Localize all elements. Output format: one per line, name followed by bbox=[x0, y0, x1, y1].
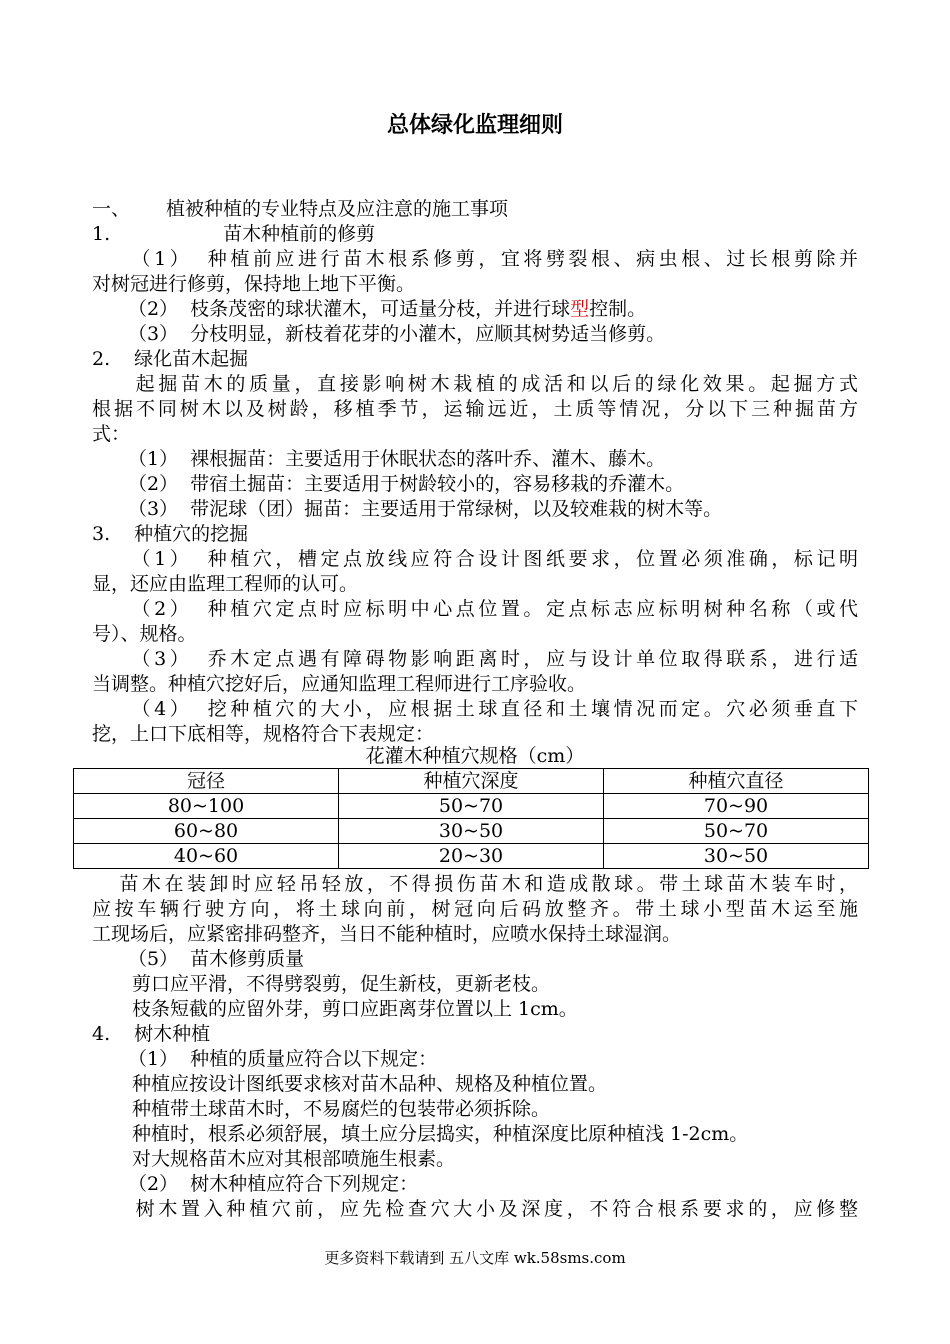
paragraph-text: 种植带土球苗木时，不易腐烂的包装带必须拆除。 bbox=[132, 1098, 551, 1120]
item-number: （1） bbox=[128, 448, 179, 470]
item-text: 挖种植穴的大小，应根据土球直径和土壤情况而定。穴必须垂直下 bbox=[204, 698, 858, 720]
paragraph-line bbox=[92, 697, 858, 722]
table-cell: 70~90 bbox=[604, 794, 869, 819]
item-text: 种植的质量应符合以下规定： bbox=[190, 1048, 438, 1070]
table-header-cell: 种植穴直径 bbox=[604, 769, 869, 794]
paragraph-line: 工现场后，应紧密排码整齐，当日不能种植时，应喷水保持土球湿润。 bbox=[92, 923, 682, 945]
subsection-heading bbox=[92, 1022, 858, 1047]
paragraph-text: 枝条短截的应留外芽，剪口应距离芽位置以上 1cm。 bbox=[132, 998, 578, 1020]
table-cell: 30~50 bbox=[339, 819, 604, 844]
paragraph-text: 树木置入种植穴前，应先检查穴大小及深度，不符合根系要求的，应修整 bbox=[132, 1198, 858, 1220]
paragraph-line: 根据不同树木以及树龄，移植季节，运输远近，土质等情况，分以下三种掘苗方 bbox=[92, 398, 858, 420]
item-number: （3） bbox=[128, 323, 179, 345]
subsection-title: 树木种植 bbox=[134, 1023, 211, 1045]
item-text: 控制。 bbox=[589, 298, 647, 320]
paragraph-text: 剪口应平滑，不得劈裂剪，促生新枝，更新老枝。 bbox=[132, 973, 551, 995]
table-header-row bbox=[74, 769, 869, 794]
item-number: （2） bbox=[128, 473, 179, 495]
table-row bbox=[74, 819, 869, 844]
paragraph-line bbox=[92, 872, 858, 897]
item-number: （1） bbox=[128, 248, 193, 270]
item-number: （2） bbox=[128, 598, 193, 620]
page-footer: 更多资料下载请到 五八文库 wk.58sms.com bbox=[324, 1249, 626, 1267]
item-number: （4） bbox=[128, 698, 193, 720]
table-cell: 20~30 bbox=[339, 844, 604, 869]
paragraph-line bbox=[92, 322, 858, 347]
subsection-heading bbox=[92, 222, 858, 247]
paragraph-line bbox=[92, 1047, 858, 1072]
item-number: （3） bbox=[128, 498, 179, 520]
paragraph-line bbox=[92, 647, 858, 672]
section-number: 一、 bbox=[92, 198, 131, 220]
subsection-heading bbox=[92, 522, 858, 547]
paragraph-line bbox=[92, 1097, 858, 1122]
item-text: 种植穴定点时应标明中心点位置。定点标志应标明树种名称（或代 bbox=[204, 598, 858, 620]
item-text: 带宿土掘苗：主要适用于树龄较小的，容易移栽的乔灌木。 bbox=[190, 473, 685, 495]
page-title: 总体绿化监理细则 bbox=[386, 113, 563, 138]
subsection-number: 3. bbox=[92, 523, 111, 545]
item-text: 种植前应进行苗木根系修剪，宜将劈裂根、病虫根、过长根剪除并 bbox=[204, 248, 858, 270]
table-cell: 60~80 bbox=[74, 819, 339, 844]
highlighted-char: 型 bbox=[570, 298, 590, 320]
paragraph-line: 号）、规格。 bbox=[92, 623, 197, 645]
paragraph-line bbox=[92, 997, 858, 1022]
section-heading bbox=[92, 197, 858, 222]
table-cell: 50~70 bbox=[339, 794, 604, 819]
table-cell: 50~70 bbox=[604, 819, 869, 844]
paragraph-line: 对树冠进行修剪，保持地上地下平衡。 bbox=[92, 273, 416, 295]
paragraph-line: 显，还应由监理工程师的认可。 bbox=[92, 573, 359, 595]
item-number: （2） bbox=[128, 298, 179, 320]
paragraph-text: 对大规格苗木应对其根部喷施生根素。 bbox=[132, 1148, 456, 1170]
item-number: （3） bbox=[128, 648, 193, 670]
paragraph-line: 当调整。种植穴挖好后，应通知监理工程师进行工序验收。 bbox=[92, 673, 587, 695]
item-text: 乔木定点遇有障碍物影响距离时，应与设计单位取得联系，进行适 bbox=[204, 648, 858, 670]
table-cell: 30~50 bbox=[604, 844, 869, 869]
item-number: （1） bbox=[128, 548, 193, 570]
table-cell: 80~100 bbox=[74, 794, 339, 819]
item-text: 带泥球（团）掘苗：主要适用于常绿树，以及较难栽的树木等。 bbox=[190, 498, 723, 520]
table-caption: 花灌木种植穴规格（cm） bbox=[365, 745, 585, 767]
item-text: 苗木修剪质量 bbox=[190, 948, 305, 970]
item-text: 种植穴，槽定点放线应符合设计图纸要求，位置必须准确，标记明 bbox=[204, 548, 858, 570]
paragraph-line bbox=[92, 947, 858, 972]
table-header-cell: 种植穴深度 bbox=[339, 769, 604, 794]
paragraph-line: 式： bbox=[92, 423, 131, 445]
table-header-cell: 冠径 bbox=[74, 769, 339, 794]
paragraph-line bbox=[92, 497, 858, 522]
paragraph-line: 应按车辆行驶方向，将土球向前，树冠向后码放整齐。带土球小型苗木运至施 bbox=[92, 898, 858, 920]
subsection-number: 1. bbox=[92, 223, 111, 245]
table-cell: 40~60 bbox=[74, 844, 339, 869]
paragraph-line: 挖，上口下底相等，规格符合下表规定： bbox=[92, 723, 435, 745]
item-number: （1） bbox=[128, 1048, 179, 1070]
paragraph-text: 苗木在装卸时应轻吊轻放，不得损伤苗木和造成散球。带土球苗木装车时， bbox=[116, 873, 858, 895]
item-text: 分枝明显，新枝着花芽的小灌木，应顺其树势适当修剪。 bbox=[190, 323, 666, 345]
planting-hole-table bbox=[73, 768, 869, 869]
subsection-title: 苗木种植前的修剪 bbox=[223, 223, 376, 245]
subsection-title: 绿化苗木起掘 bbox=[134, 348, 249, 370]
paragraph-line bbox=[92, 1122, 858, 1147]
subsection-number: 4. bbox=[92, 1023, 111, 1045]
subsection-heading bbox=[92, 347, 858, 372]
paragraph-line bbox=[92, 372, 858, 397]
paragraph-line bbox=[92, 1172, 858, 1197]
paragraph-line bbox=[92, 1147, 858, 1172]
paragraph-line bbox=[92, 447, 858, 472]
paragraph-text: 种植应按设计图纸要求核对苗木品种、规格及种植位置。 bbox=[132, 1073, 608, 1095]
paragraph-line bbox=[92, 597, 858, 622]
item-number: （2） bbox=[128, 1173, 179, 1195]
section-title: 植被种植的专业特点及应注意的施工事项 bbox=[166, 198, 509, 220]
paragraph-line bbox=[92, 1197, 858, 1222]
paragraph-line bbox=[92, 1072, 858, 1097]
item-text: 树木种植应符合下列规定： bbox=[190, 1173, 419, 1195]
paragraph-line bbox=[92, 247, 858, 272]
paragraph-text: 起掘苗木的质量，直接影响树木栽植的成活和以后的绿化效果。起掘方式 bbox=[132, 373, 858, 395]
item-number: （5） bbox=[128, 948, 179, 970]
subsection-number: 2. bbox=[92, 348, 111, 370]
paragraph-line bbox=[92, 547, 858, 572]
paragraph-line bbox=[92, 472, 858, 497]
paragraph-line bbox=[92, 972, 858, 997]
paragraph-text: 种植时，根系必须舒展，填土应分层捣实，种植深度比原种植浅 1-2cm。 bbox=[132, 1123, 749, 1145]
paragraph-line bbox=[92, 297, 858, 322]
subsection-title: 种植穴的挖掘 bbox=[134, 523, 249, 545]
table-row bbox=[74, 794, 869, 819]
item-text: 枝条茂密的球状灌木，可适量分枝，并进行球 bbox=[190, 298, 571, 320]
table-row bbox=[74, 844, 869, 869]
item-text: 裸根掘苗：主要适用于休眠状态的落叶乔、灌木、藤木。 bbox=[190, 448, 666, 470]
